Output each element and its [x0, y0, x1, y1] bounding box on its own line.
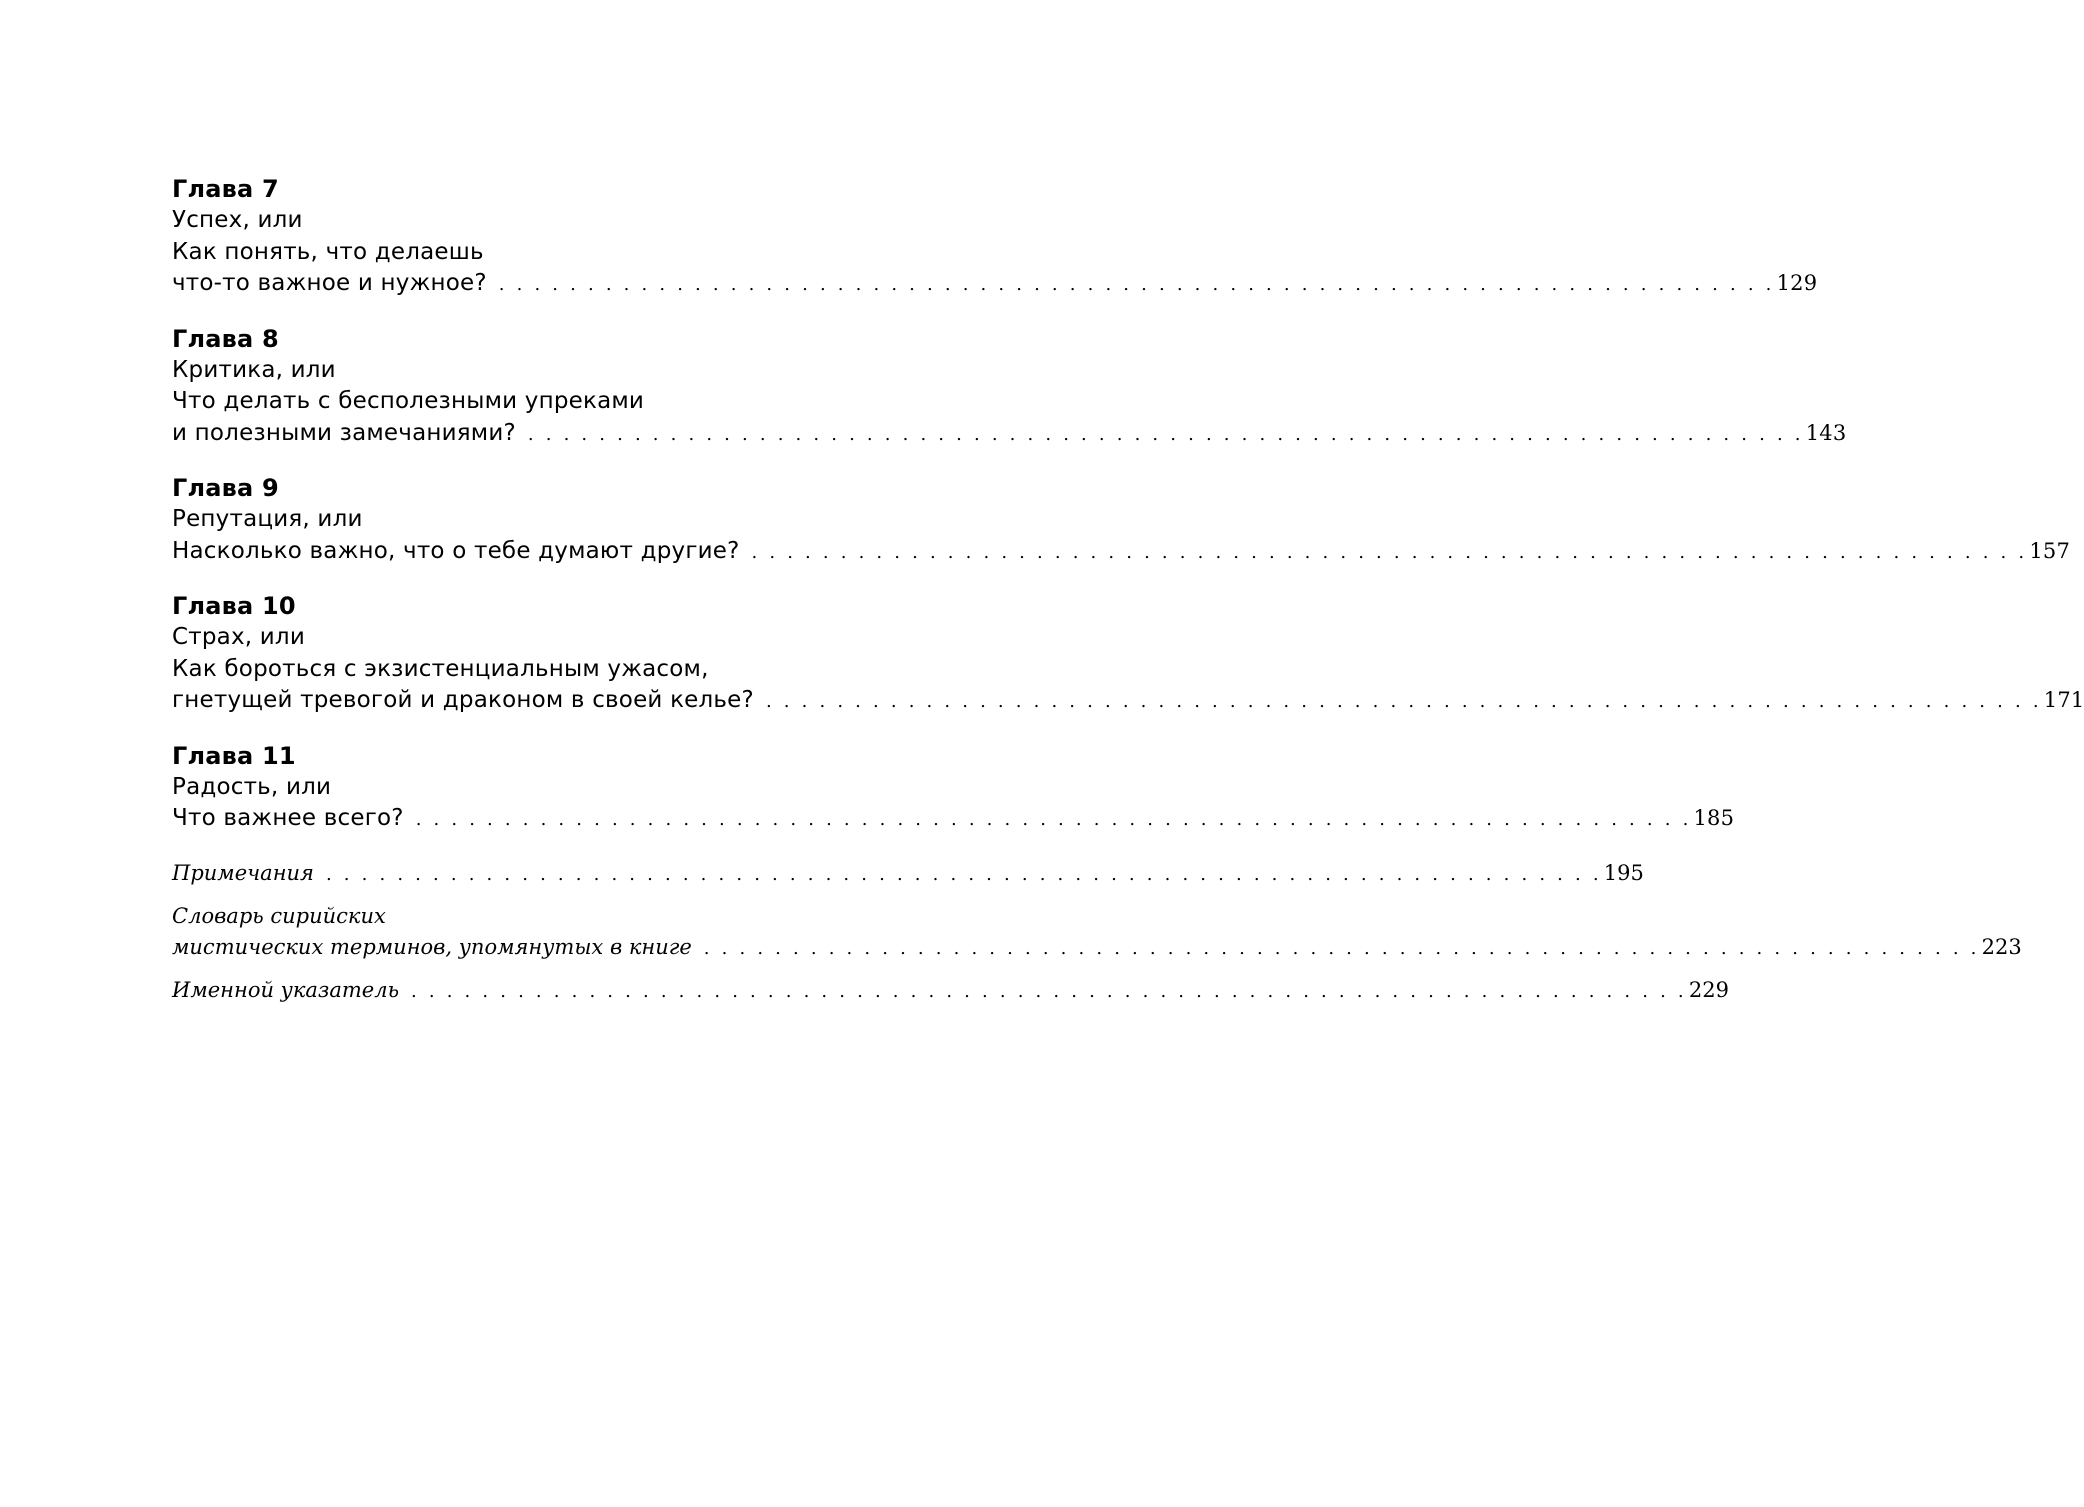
page-number: 129: [1776, 271, 1818, 295]
chapter-subtitle-last-line: и полезными замечаниями?: [172, 419, 516, 446]
toc-entry-line: [172, 536, 2071, 569]
chapter-heading: Глава 8: [172, 324, 279, 353]
dot-leader: . . . . . . . . . . . . . . . . . . . . . . . . . . . . . . . . . . . . . . . . . . . . . . . . . . . . . . . . . . . . . . . . . . . . . . . .: [751, 541, 2028, 563]
dot-leader: . . . . . . . . . . . . . . . . . . . . . . . . . . . . . . . . . . . . . . . . . . . . . . . . . . . . . . . . . . . . . . . . . . . . . . . .: [411, 980, 1687, 1002]
table-of-contents: [172, 173, 2084, 1018]
page-number: 195: [1603, 860, 1644, 885]
entry-title: Именной указатель: [172, 977, 400, 1002]
chapter-subtitle-last-line: гнетущей тревогой и драконом в своей келье?: [172, 687, 754, 713]
chapter-title-line: Радость, или: [172, 773, 332, 800]
toc-entry-glossary[interactable]: [172, 901, 2022, 964]
page-number: 229: [1688, 977, 1729, 1002]
dot-leader: . . . . . . . . . . . . . . . . . . . . . . . . . . . . . . . . . . . . . . . . . . . . . . . . . . . . . . . . . . . . . . . . . . . . . . . .: [703, 937, 1980, 959]
toc-entry-line: [172, 858, 1644, 890]
toc-chapter-8[interactable]: [172, 323, 1847, 451]
chapter-subtitle-last-line: Что важнее всего?: [172, 805, 404, 831]
chapter-heading: Глава 10: [172, 592, 296, 620]
entry-title-last-line: мистических терминов, упомянутых в книге: [172, 934, 692, 959]
dot-leader: . . . . . . . . . . . . . . . . . . . . . . . . . . . . . . . . . . . . . . . . . . . . . . . . . . . . . . . . . . . . . . . . . . . . . . . .: [765, 691, 2042, 712]
page-number: 185: [1693, 806, 1735, 830]
chapter-subtitle-line: Как бороться с экзистенциальным ужасом,: [172, 655, 709, 682]
chapter-subtitle-line: Как понять, что делаешь: [172, 238, 484, 265]
dot-leader: . . . . . . . . . . . . . . . . . . . . . . . . . . . . . . . . . . . . . . . . . . . . . . . . . . . . . . . . . . . . . . . . . . . . . . . .: [498, 274, 1775, 295]
toc-chapter-9[interactable]: [172, 472, 2071, 568]
dot-leader: . . . . . . . . . . . . . . . . . . . . . . . . . . . . . . . . . . . . . . . . . . . . . . . . . . . . . . . . . . . . . . . . . . . . . . . .: [527, 423, 1804, 445]
toc-entry-line: [172, 932, 2022, 964]
toc-entry-name-index[interactable]: [172, 975, 1729, 1007]
toc-entry-line: [172, 418, 1847, 451]
dot-leader: . . . . . . . . . . . . . . . . . . . . . . . . . . . . . . . . . . . . . . . . . . . . . . . . . . . . . . . . . . . . . . . . . . . . . . . .: [415, 809, 1692, 830]
toc-entry-line: [172, 685, 2084, 718]
toc-entry-line: [172, 803, 1735, 836]
chapter-heading: Глава 7: [172, 175, 279, 203]
entry-title: Примечания: [172, 860, 314, 885]
chapter-title-line: Критика, или: [172, 356, 336, 383]
chapter-subtitle-line: Что делать с бесполезными упреками: [172, 388, 645, 414]
entry-title-line: Словарь сирийских: [172, 903, 386, 928]
chapter-heading: Глава 9: [172, 474, 279, 502]
chapter-subtitle-last-line: что-то важное и нужное?: [172, 270, 487, 296]
page-number: 157: [2029, 538, 2071, 563]
toc-chapter-11[interactable]: [172, 740, 1735, 836]
chapter-heading: Глава 11: [172, 741, 296, 770]
chapter-title-line: Репутация, или: [172, 506, 363, 532]
toc-entry-line: [172, 268, 1818, 301]
toc-entry-notes[interactable]: [172, 858, 1644, 890]
page-number: 223: [1981, 934, 2022, 959]
back-matter: [172, 858, 2022, 1007]
toc-entry-line: [172, 975, 1729, 1007]
page-number: 143: [1805, 420, 1847, 445]
chapter-subtitle-last-line: Насколько важно, что о тебе думают другие?: [172, 537, 740, 564]
dot-leader: . . . . . . . . . . . . . . . . . . . . . . . . . . . . . . . . . . . . . . . . . . . . . . . . . . . . . . . . . . . . . . . . . . . . . . . .: [325, 863, 1602, 885]
toc-chapter-10[interactable]: [172, 590, 2084, 718]
page-number: 171: [2043, 688, 2084, 712]
chapter-title-line: Страх, или: [172, 624, 305, 650]
toc-chapter-7[interactable]: [172, 173, 1818, 301]
chapter-title-line: Успех, или: [172, 207, 303, 233]
